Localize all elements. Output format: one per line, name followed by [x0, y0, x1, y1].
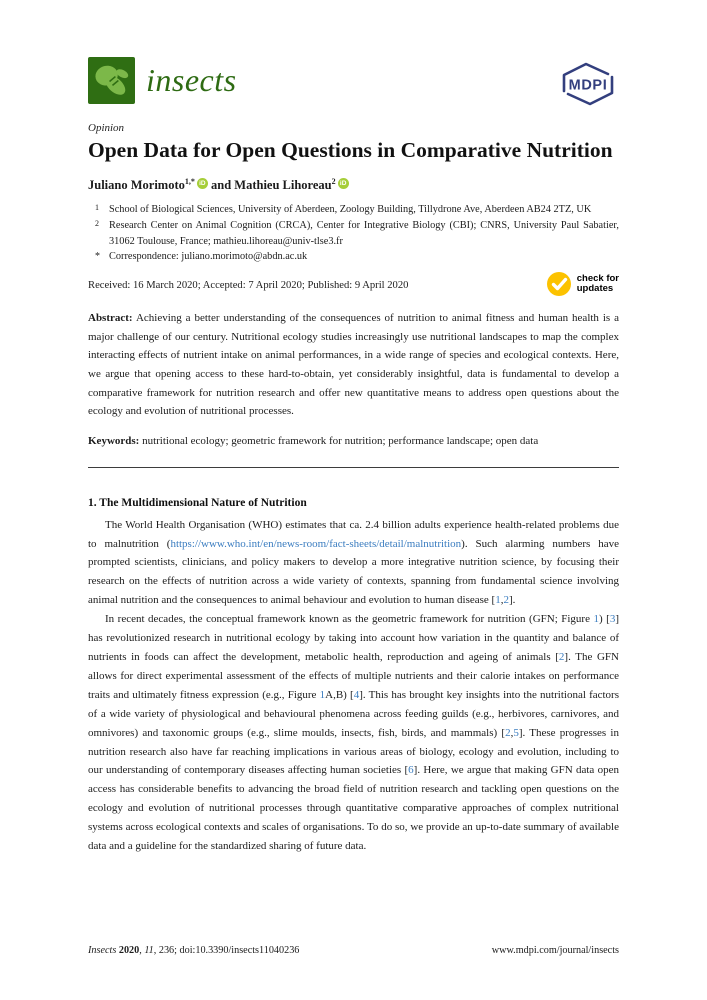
citation-ref-link[interactable]: 1 [319, 688, 326, 701]
affiliation-marker: 1 [95, 203, 99, 213]
authors-line [88, 177, 619, 193]
correspondence-marker: * [95, 251, 100, 263]
abstract [88, 309, 619, 421]
correspondence-text: Correspondence: juliano.morimoto@abdn.ac.uk [109, 251, 308, 263]
article-type-label: Opinion [88, 122, 125, 134]
check-badge-label: check for updates [576, 272, 619, 294]
affiliation-text: Research Center on Animal Cognition (CRCA), Center for Integrative Biology (CBI); CNRS, University Paul Sabatier, 31062 Toulouse, France; mathieu.lihoreau@univ-tlse3.fr [109, 219, 619, 247]
check-icon [546, 271, 572, 297]
inline-url-link[interactable]: https://www.who.int/en/news-room/fact-sheets/detail/malnutrition [170, 537, 462, 550]
citation-ref-link[interactable]: 1 [593, 613, 599, 626]
author-name: Juliano Morimoto [88, 178, 185, 193]
section-heading: 1. The Multidimensional Nature of Nutrition [88, 496, 307, 509]
citation-ref-link[interactable]: 2 [505, 726, 511, 739]
abstract-text: Achieving a better understanding of the consequences of nutrition to animal fitness and human health is a major challenge of our century. Nutritional ecology studies increasingly use nutritional landscapes to map the complex interacting effects of nutrient intake on animal performances, in a wide range of species and ecological contexts. Here, we argue that opening access to these hard-to-obtain, yet considerably insightful, data is fundamental to develop a comparative framework for nutrition research and offer new quantitative means to address open questions about the ecology and evolution of nutritional processes. [88, 311, 619, 418]
page-footer [88, 945, 619, 956]
affiliation-item [88, 202, 619, 218]
affiliation-text: School of Biological Sciences, University of Aberdeen, Zoology Building, Tillydrone Ave, Aberdeen AB24 2TZ, UK [109, 204, 592, 216]
citation-ref-link[interactable]: 1 [495, 594, 501, 607]
citation-ref-link[interactable]: 5 [513, 726, 519, 739]
keywords [88, 432, 619, 451]
page-title: Open Data for Open Questions in Comparative Nutrition [88, 138, 613, 162]
keywords-label: Keywords: [88, 434, 140, 447]
check-for-updates-badge[interactable] [546, 271, 619, 297]
journal-header [88, 57, 619, 107]
body-paragraph-1: The World Health Organisation (WHO) estimates that ca. 2.4 billion adults experience health-related problems due to malnutrition (https://www.who.int/en/news-room/fact-sheets/detail/malnutrition). Such alarming numbers have prompted scientists, clinicians, and policy makers to develop a more integrative nutrition science, by focusing their research on the effects of nutrition across a wide variety of contexts, spanning from fundamental science involving animal nutrition and the consequences to animal behaviour and evolution to human disease [1,2]. [88, 518, 619, 607]
affiliation-item [88, 218, 619, 249]
author-affil-marker: 1,* [184, 177, 195, 187]
author-affil-marker: 2 [331, 177, 336, 187]
orcid-icon[interactable]: iD [197, 178, 208, 189]
keywords-text: nutritional ecology; geometric framework for nutrition; performance landscape; open data [142, 434, 539, 447]
authors-joiner: and [211, 178, 232, 193]
citation-ref-link[interactable]: 2 [503, 594, 509, 607]
body-paragraph-2: In recent decades, the conceptual framework known as the geometric framework for nutrition (GFN; Figure 1) [3] has revolutionized research in nutritional ecology by taking into account how variation in the quantity and balance of nutrients in foods can affect the development, metabolic health, reproduction and ageing of animals [2]. The GFN allows for direct experimental assessment of the effects of multiple nutrients and their calorie intakes on performance traits and ultimately fitness expression (e.g., Figure 1A,B) [4]. This has brought key insights into the nutritional factors of a wide variety of physiological and behavioural phenomena across feeding guilds (e.g., herbivores, carnivores, and omnivores) and taxonomic groups (e.g., slime moulds, insects, fish, birds, and mammals) [2,5]. These progresses in nutrition research also have far reaching implications in various areas of biology, ecology and evolution, including to our understanding of contemporary diseases affecting human societies [6]. Here, we argue that making GFN data open access has considerable benefits to advancing the broad field of nutrition research and tackling open questions on the ecology and evolution of nutritional processes through quantitative comparative approaches of complex nutritional systems across ecological contexts and scales of organisations. To do so, we provide an up-to-date summary of available data and a guideline for the standardized sharing of future data. [88, 613, 620, 853]
orcid-icon[interactable]: iD [338, 178, 349, 189]
affiliation-marker: 2 [95, 218, 99, 228]
author-name: Mathieu Lihoreau [234, 178, 332, 193]
received-dates: Received: 16 March 2020; Accepted: 7 April 2020; Published: 9 April 2020 [88, 280, 409, 292]
journal-logo [88, 57, 237, 104]
abstract-label: Abstract: [88, 311, 133, 324]
section-divider [88, 467, 619, 468]
mdpi-logo-text: MDPI [568, 77, 608, 94]
journal-url-link[interactable]: www.mdpi.com/journal/insects [491, 945, 619, 956]
mdpi-logo-icon [557, 59, 619, 114]
citation-ref-link[interactable]: 3 [609, 613, 616, 626]
affiliation-item [88, 249, 619, 265]
citation-ref-link[interactable]: 4 [353, 688, 360, 701]
dates-row [88, 272, 619, 297]
citation-ref-link[interactable]: 6 [408, 764, 414, 777]
citation-info: Insects 2020, 11, 236; doi:10.3390/insects11040236 [88, 945, 300, 956]
journal-name: insects [146, 62, 237, 98]
insect-fly-icon [88, 57, 135, 104]
citation-ref-link[interactable]: 2 [558, 651, 565, 664]
affiliations-list [88, 202, 619, 265]
